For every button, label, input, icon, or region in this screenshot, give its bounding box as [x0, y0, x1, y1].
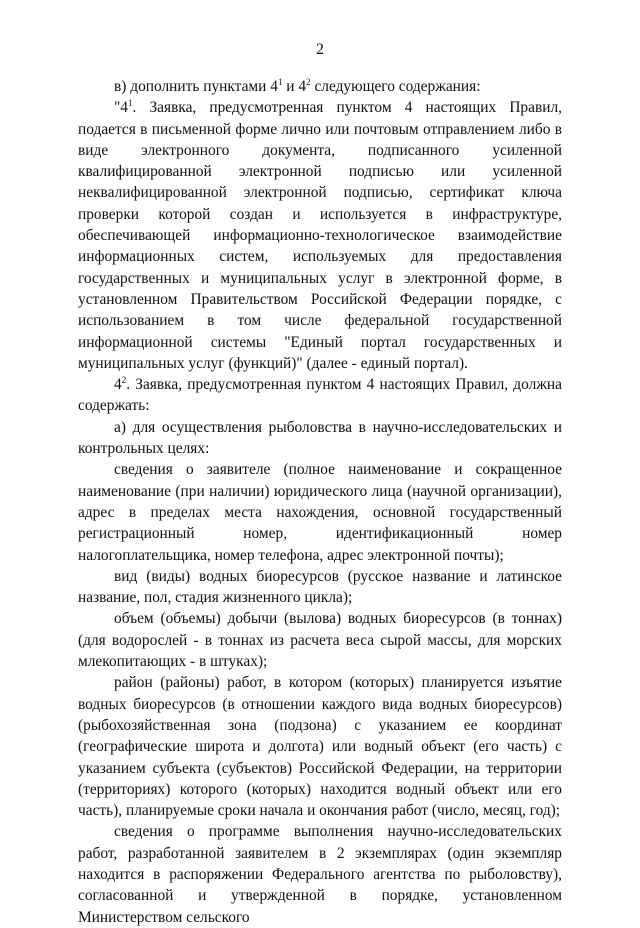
paragraph-research-program: сведения о программе выполнения научно-исследовательских работ, разработанной заявителем в 2 экземплярах (один экземпляр находится в распоряжении Федерального агентства по рыболовству), согласованной и утвержденной в порядке, установленном Министерством сельского	[78, 823, 562, 926]
page-number: 2	[316, 41, 324, 58]
paragraph-item-4-1: "$4^1$. Заявка, предусмотренная пунктом 4 настоящих Правил, подается в письменной форме лично или почтовым отправлением либо в виде электронного документа, подписанного усиленной квалифицированной электронной подписью или усиленной неквалифицированной электронной подписью, сертификат ключа проверки которой создан и используется в инфраструктуре, обеспечивающей информационно-технологическое взаимодействие информационных систем, используемых для предоставления государственных и муниципальных услуг в электронной форме, в установленном Правительством Российской Федерации порядке, с использованием в том числе федеральной государственной информационной системы "Единый портал государственных и муниципальных услуг (функций)" (далее - единый портал).	[78, 98, 562, 372]
paragraph-catch-volume: объем (объемы) добычи (вылова) водных биоресурсов (в тоннах) (для водорослей - в тоннах из расчета веса сырой массы, для морских млекопитающих - в штуках);	[78, 610, 562, 671]
paragraph-species: вид (виды) водных биоресурсов (русское название и латинское название, пол, стадия жизненного цикла);	[78, 567, 562, 607]
paragraph-amendment-intro: в) дополнить пунктами $4^1$ и $4^2$ следующего содержания:	[114, 76, 481, 95]
paragraph-applicant-info: сведения о заявителе (полное наименование и сокращенное наименование (при наличии) юридического лица (научной организации), адрес в пределах места нахождения, основной государственный регистрационный номер, идентификационный номер налогоплательщика, номер телефона, адрес электронной почты);	[78, 461, 562, 564]
paragraph-item-4-2: $4^2$. Заявка, предусмотренная пунктом 4 настоящих Правил, должна содержать:	[78, 375, 562, 415]
paragraph-work-area: район (районы) работ, в котором (которых) планируется изъятие водных биоресурсов (в отношении каждого вида водных биоресурсов) (рыбохозяйственная зона (подзона) с указанием ее координат (географические широта и долгота) или водный объект (его часть) с указанием субъекта (субъектов) Российской Федерации, на территории (территориях) которого (которых) находится водный объект или его часть), планируемые сроки начала и окончания работ (число, месяц, год);	[78, 674, 562, 820]
paragraph-subitem-a: а) для осуществления рыболовства в научно-исследовательских и контрольных целях:	[78, 418, 562, 458]
document-body	[78, 76, 562, 928]
